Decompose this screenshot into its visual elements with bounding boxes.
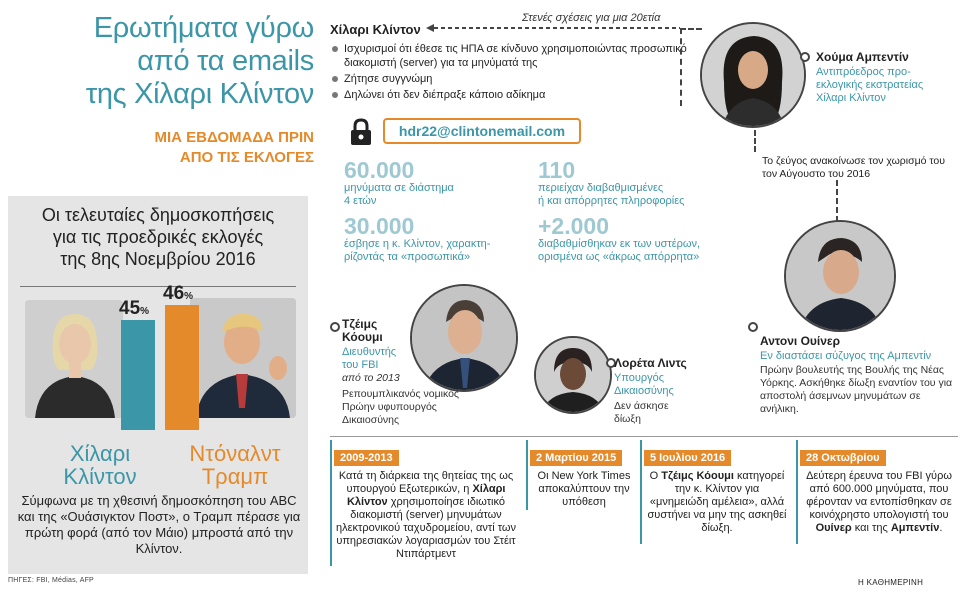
timeline-date: 28 Οκτωβρίου [800, 450, 886, 466]
stat-text: ρίζοντάς τα «προσωπικά» [344, 251, 471, 263]
stat-number: 30.000 [344, 213, 415, 239]
lynch-photo [534, 336, 612, 414]
poll-divider [20, 286, 296, 287]
couple-note: Το ζεύγος ανακοίνωσε τον χωρισμό του τον Αύγουστο του 2016 [762, 155, 945, 180]
hillary-bullets [330, 42, 700, 104]
poll-title [8, 204, 308, 270]
timeline-bar [330, 440, 332, 566]
comey-role: Διευθυντής του FBI [342, 346, 397, 371]
connector-line [836, 180, 838, 222]
timeline-bar [526, 440, 528, 510]
stat-text: μηνύματα σε διάστημα [344, 182, 454, 194]
comey-photo [410, 284, 518, 392]
trump-percentage: 46% [163, 283, 194, 304]
connector-line [754, 130, 756, 152]
timeline-axis [330, 436, 958, 437]
timeline-date: 5 Ιουλίου 2016 [644, 450, 731, 466]
timeline-text: Οι New York Times αποκαλύπτουν την υπόθεση [537, 470, 631, 508]
trump-photo [190, 298, 296, 418]
weiner-description: Πρώην βουλευτής της Βουλής της Νέας Υόρκης. Ασκήθηκε δίωξη εναντίον του για αποστολή άσεμνων μηνυμάτων σε ανήλικη. [760, 364, 953, 415]
stat-number: +2.000 [538, 213, 609, 239]
stat-text: περιείχαν διαβαθμισμένες [538, 182, 664, 194]
email-address: hdr22@clintonemail.com [383, 118, 581, 144]
publisher-brand: Η ΚΑΘΗΜΕΡΙΝΗ [858, 578, 924, 587]
timeline-text: Ο Τζέιμς Κόουμι κατηγορεί την κ. Κλίντον για «μνημειώδη αμέλεια», αλλά συστήνει να μην της ασκηθεί δίωξη. [647, 470, 787, 534]
timeline-text: Δεύτερη έρευνα του FBI γύρω από 600.000 μηνύματα, που φέρονταν να εντοπίσθηκαν σε κοινόχρηστο υπολογιστή του Ουίνερ και της Αμπεντίν. [806, 470, 952, 534]
stat-number: 110 [538, 157, 576, 183]
list-item: Δηλώνει ότι δεν διέπραξε κάποιο αδίκημα [330, 88, 700, 102]
hillary-heading: Χίλαρι Κλίντον [330, 22, 421, 37]
connector-line [680, 28, 702, 30]
subtitle-line: ΜΙΑ ΕΒΔΟΜΑΔΑ ΠΡΙΝ [154, 129, 314, 146]
comey-since: από το 2013 [342, 372, 400, 384]
stat-text: ή και απόρρητες πληροφορίες [538, 195, 685, 207]
list-item: Ισχυρισμοί ότι έθεσε τις ΗΠΑ σε κίνδυνο χρησιμοποιώντας προσωπικό διακομιστή (server) για τα μηνύματά της [330, 42, 700, 70]
poll-title-line: για τις προεδρικές εκλογές [52, 227, 264, 247]
weiner-name: Αντονι Ουίνερ [760, 334, 841, 348]
weiner-role: Εν διαστάσει σύζυγος της Αμπεντίν [760, 350, 932, 362]
lock-icon [350, 118, 372, 146]
huma-marker [800, 52, 810, 62]
stat-text: έσβησε η κ. Κλίντον, χαρακτη- [344, 238, 491, 250]
timeline-text: Κατά τη διάρκεια της θητείας της ως υπουργού Εξωτερικών, η Χίλαρι Κλίντον χρησιμοποίησε ιδιωτικό διακομιστή (server) μηνυμάτων ηλεκτρονικού ταχυδρομείου, αντί των υπηρεσιακών λογαριασμών του Στέιτ Ντιπάρτμεντ [336, 470, 516, 560]
clinton-name: Χίλαρι Κλίντον [63, 441, 137, 489]
subtitle-line: ΑΠΟ ΤΙΣ ΕΚΛΟΓΕΣ [179, 149, 314, 166]
stat-text: ορισμένα ως «άκρως απόρρητα» [538, 251, 700, 263]
clinton-percentage: 45% [119, 298, 150, 319]
sources-credit: ΠΗΓΕΣ: FBI, Médias, AFP [8, 577, 94, 584]
relations-label: Στενές σχέσεις για μια 20ετία [522, 12, 661, 24]
comey-marker [330, 322, 340, 332]
poll-note: Σύμφωνα με τη χθεσινή δημοσκόπηση του ABC και της «Ουάσιγκτον Ποστ», ο Τραμπ πέρασε για πρώτη φορά (από τον Μάιο) μπροστά από την Κλίντον. [17, 493, 301, 556]
lynch-role: Υπουργός Δικαιοσύνης [614, 372, 674, 397]
timeline-date: 2009-2013 [334, 450, 399, 466]
huma-name: Χούμα Αμπεντίν [816, 50, 909, 64]
stat-block [344, 214, 490, 264]
clinton-poll-bar [121, 320, 155, 430]
timeline-date: 2 Μαρτίου 2015 [530, 450, 622, 466]
comey-description: Ρεπουμπλικανός νομικός Πρώην υφυπουργός Δικαιοσύνης [342, 388, 459, 426]
clinton-photo [25, 300, 123, 418]
trump-name: Ντόναλντ Τραμπ [189, 441, 281, 489]
weiner-photo [784, 220, 896, 332]
title-line: Ερωτήματα γύρω [93, 12, 314, 44]
huma-role: Αντιπρόεδρος προ- εκλογικής εκστρατείας Χίλαρι Κλίντον [816, 66, 924, 104]
page-title [14, 12, 314, 111]
timeline-bar [796, 440, 798, 544]
weiner-marker [748, 322, 758, 332]
title-line: της Χίλαρι Κλίντον [85, 78, 314, 110]
lynch-description: Δεν άσκησε δίωξη [614, 400, 669, 425]
stat-block [344, 158, 454, 208]
title-line: από τα emails [137, 45, 314, 77]
stat-block [538, 158, 684, 208]
poll-title-line: Οι τελευταίες δημοσκοπήσεις [41, 205, 275, 225]
stat-block [538, 214, 700, 264]
trump-poll-bar [165, 305, 199, 430]
list-item: Ζήτησε συγγνώμη [330, 72, 700, 86]
connector-line [680, 28, 682, 106]
stat-text: διαβαθμίσθηκαν εκ των υστέρων, [538, 238, 701, 250]
comey-name: Τζέιμς Κόουμι [342, 317, 383, 344]
stat-text: 4 ετών [344, 195, 377, 207]
timeline-bar [640, 440, 642, 544]
page-subtitle [60, 128, 314, 168]
lynch-name: Λορέτα Λιντς [614, 356, 687, 370]
poll-title-line: της 8ης Νοεμβρίου 2016 [60, 249, 256, 269]
huma-photo [700, 22, 806, 128]
stat-number: 60.000 [344, 157, 415, 183]
